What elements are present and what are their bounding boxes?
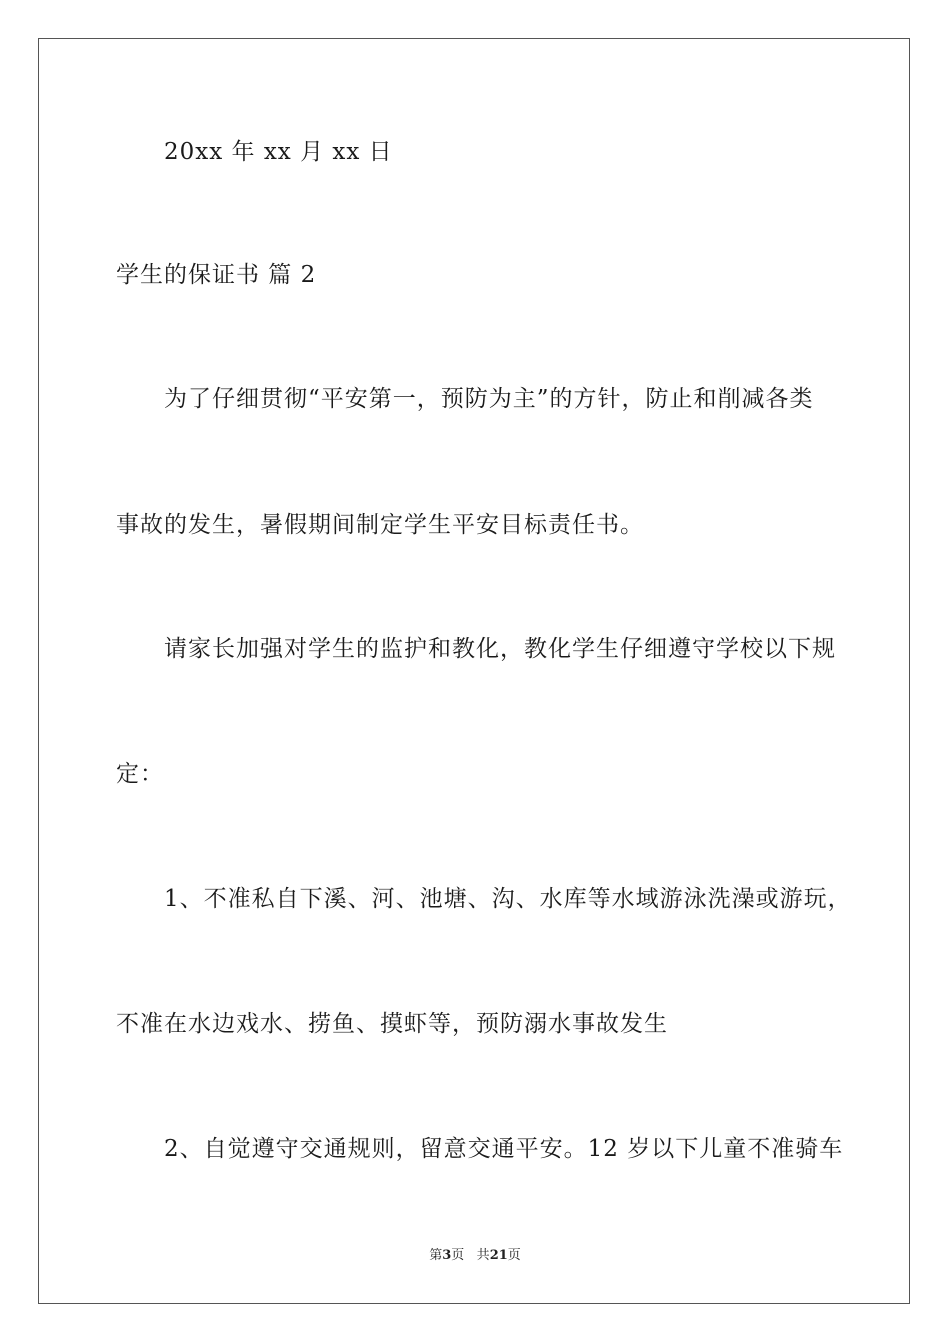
footer-page-prefix: 第 (429, 1248, 443, 1263)
page-footer (0, 1247, 950, 1265)
footer-page-number: 3 (442, 1248, 452, 1263)
footer-page-suffix: 页 (451, 1248, 465, 1263)
footer-total-prefix: 共 (476, 1248, 490, 1263)
footer-total-pages: 21 (489, 1248, 508, 1263)
paragraph-line-6: 不准在水边戏水、捞鱼、摸虾等，预防溺水事故发生 (116, 1011, 668, 1037)
paragraph-line-4: 定： (116, 761, 164, 787)
page-border (38, 38, 910, 1304)
footer-total-suffix: 页 (507, 1248, 521, 1263)
paragraph-line-2: 事故的发生，暑假期间制定学生平安目标责任书。 (116, 512, 644, 538)
paragraph-line-1: 为了仔细贯彻“平安第一，预防为主”的方针，防止和削减各类 (164, 386, 814, 412)
paragraph-line-5: 1、不准私自下溪、河、池塘、沟、水库等水域游泳洗澡或游玩， (164, 886, 852, 912)
paragraph-line-7: 2、自觉遵守交通规则，留意交通平安。12 岁以下儿童不准骑车 (164, 1136, 844, 1162)
date-line: 20xx 年 xx 月 xx 日 (164, 139, 393, 165)
section-title: 学生的保证书 篇 2 (116, 262, 317, 288)
paragraph-line-3: 请家长加强对学生的监护和教化，教化学生仔细遵守学校以下规 (164, 636, 836, 662)
